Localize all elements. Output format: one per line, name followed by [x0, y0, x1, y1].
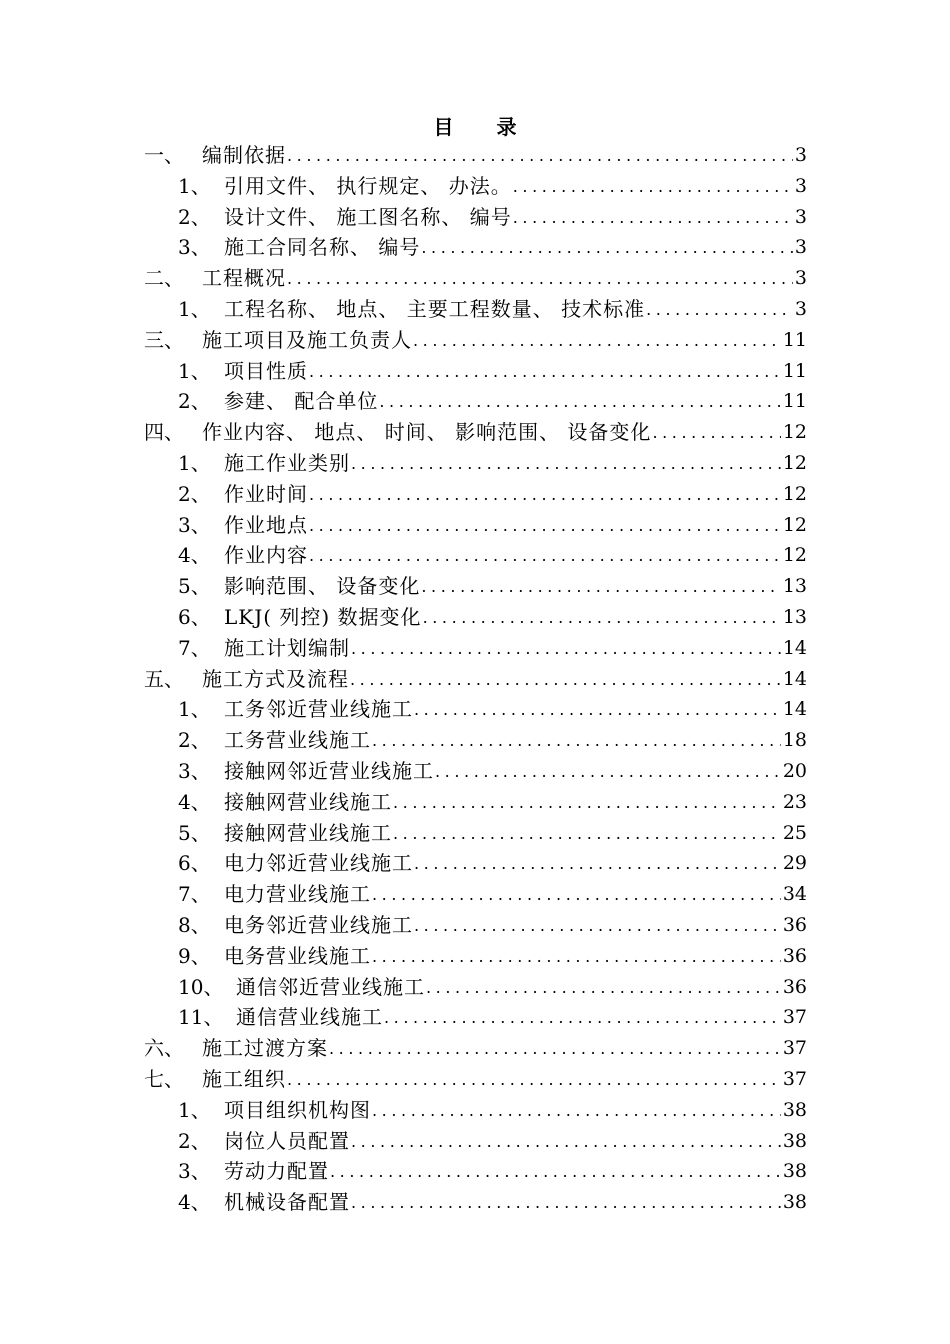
toc-dot-leader [513, 171, 793, 202]
toc-dot-leader [351, 1187, 781, 1218]
toc-page-number: 36 [782, 975, 807, 998]
toc-entry[interactable] [178, 232, 807, 263]
toc-entry-title: 引用文件、 执行规定、 办法。 [224, 173, 512, 198]
toc-dot-leader [384, 1002, 781, 1033]
toc-entry-number: 4、 [178, 1190, 211, 1215]
toc-entry-title: 通信邻近营业线施工 [236, 974, 425, 999]
toc-page-number: 3 [794, 205, 807, 228]
toc-entry-number: 2、 [178, 1128, 211, 1153]
toc-dot-leader [309, 510, 781, 541]
toc-entry-title: 施工组织 [202, 1067, 286, 1091]
toc-page-number: 11 [782, 390, 807, 413]
toc-entry[interactable] [178, 479, 807, 510]
toc-page-number: 3 [794, 144, 807, 166]
toc-entry-number: 1、 [178, 451, 211, 475]
toc-entry[interactable] [178, 910, 807, 941]
toc-dot-leader [350, 664, 781, 695]
toc-page-number: 37 [782, 1037, 807, 1060]
toc-entry-number: 1、 [178, 1097, 211, 1122]
toc-entry-title: 电务邻近营业线施工 [224, 913, 413, 937]
toc-title: 目 录 [433, 115, 535, 139]
toc-dot-leader [309, 540, 781, 571]
toc-entry-number: 1、 [178, 697, 211, 722]
toc-page-number: 13 [782, 606, 807, 628]
toc-dot-leader [372, 879, 781, 910]
toc-entry-title: 编制依据 [202, 143, 286, 167]
toc-entry-title: 参建、 配合单位 [224, 389, 379, 414]
toc-entry-number: 2、 [178, 204, 211, 229]
toc-page-number: 36 [782, 944, 807, 967]
toc-entry-number: 4、 [178, 543, 211, 568]
toc-page-number: 37 [782, 1068, 807, 1090]
toc-page-number: 3 [794, 174, 807, 197]
toc-entry[interactable] [178, 1187, 807, 1218]
toc-entry-title: 影响范围、 设备变化 [224, 574, 421, 599]
toc-entry-title: 项目性质 [224, 358, 308, 383]
toc-entry-number: 一、 [144, 143, 184, 167]
toc-entry-title: 设计文件、 施工图名称、 编号 [224, 204, 512, 229]
toc-page-number: 12 [782, 452, 807, 474]
toc-entry[interactable] [178, 818, 807, 849]
toc-entry[interactable] [178, 386, 807, 417]
toc-entry-number: 六、 [144, 1036, 184, 1061]
toc-entry-title: 工程概况 [202, 266, 286, 291]
toc-dot-leader [287, 1064, 781, 1095]
toc-entry-number: 2、 [178, 389, 211, 414]
toc-entry-number: 2、 [178, 481, 211, 506]
toc-entry[interactable] [144, 140, 807, 171]
toc-page-number: 25 [782, 821, 807, 844]
toc-entry-title: 项目组织机构图 [224, 1097, 371, 1122]
toc-dot-leader [435, 756, 781, 787]
toc-page-number: 34 [782, 883, 807, 906]
toc-dot-leader [372, 725, 781, 756]
toc-entry[interactable] [144, 417, 807, 448]
toc-dot-leader [414, 694, 781, 725]
toc-entry-title: 电力营业线施工 [224, 882, 371, 907]
toc-entry-number: 5、 [178, 820, 211, 845]
toc-entry[interactable] [178, 356, 807, 387]
toc-page-number: 13 [782, 575, 807, 598]
toc-page-number: 14 [782, 636, 807, 659]
toc-entry[interactable] [144, 263, 807, 294]
toc-page-number: 12 [782, 482, 807, 505]
toc-entry[interactable] [144, 325, 807, 356]
toc-dot-leader [287, 140, 793, 171]
toc-entry-title: 作业时间 [224, 481, 308, 506]
toc-page-number: 3 [794, 236, 807, 259]
toc-entry-number: 3、 [178, 235, 211, 260]
toc-entry-title: 岗位人员配置 [224, 1128, 350, 1153]
toc-entry-title: 施工过渡方案 [202, 1036, 328, 1061]
toc-dot-leader [372, 1095, 781, 1126]
toc-dot-leader [379, 386, 780, 417]
toc-entry[interactable] [178, 879, 807, 910]
toc-entry-title: 施工合同名称、 编号 [224, 235, 421, 260]
toc-entry[interactable] [178, 1002, 807, 1033]
toc-entry-number: 二、 [144, 266, 184, 291]
toc-entry[interactable] [144, 1033, 807, 1064]
toc-entry[interactable] [178, 571, 807, 602]
toc-dot-leader [414, 848, 781, 879]
toc-page-number: 36 [782, 914, 807, 936]
toc-entry-number: 10、 [178, 974, 224, 999]
toc-entry-number: 3、 [178, 759, 211, 783]
toc-entry[interactable] [178, 633, 807, 664]
toc-dot-leader [287, 263, 793, 294]
toc-entry-title: 电务营业线施工 [224, 943, 371, 968]
toc-entry-number: 1、 [178, 173, 211, 198]
toc-entry-title: 施工方式及流程 [202, 666, 349, 691]
toc-dot-leader [351, 633, 781, 664]
toc-entry[interactable] [178, 787, 807, 818]
toc-dot-leader [393, 818, 781, 849]
toc-entry[interactable] [178, 171, 807, 202]
toc-entry-title: LKJ( 列控) 数据变化 [224, 605, 422, 629]
toc-page-number: 11 [782, 328, 807, 351]
toc-dot-leader [309, 479, 781, 510]
toc-entry-title: 劳动力配置 [224, 1159, 329, 1184]
toc-entry-number: 3、 [178, 512, 211, 537]
toc-entry-number: 5、 [178, 574, 211, 599]
toc-entry-title: 工程名称、 地点、 主要工程数量、 技术标准 [224, 297, 646, 321]
toc-dot-leader [652, 417, 780, 448]
toc-page-number: 20 [782, 760, 807, 782]
toc-entry[interactable] [144, 1064, 807, 1095]
toc-page-number: 3 [794, 298, 807, 320]
toc-entry-number: 7、 [178, 882, 211, 907]
toc-entry[interactable] [178, 294, 807, 325]
toc-entry-title: 接触网营业线施工 [224, 789, 392, 814]
toc-page-number: 3 [794, 267, 807, 290]
toc-entry-title: 工务邻近营业线施工 [224, 697, 413, 722]
toc-dot-leader [426, 972, 781, 1003]
toc-dot-leader [330, 1156, 781, 1187]
toc-entry-number: 四、 [144, 420, 184, 445]
toc-page-number: 38 [782, 1191, 807, 1214]
toc-entry[interactable] [178, 202, 807, 233]
toc-entry[interactable] [178, 848, 807, 879]
toc-entry-title: 作业内容 [224, 543, 308, 568]
toc-entry[interactable] [178, 1156, 807, 1187]
toc-page-number: 12 [782, 513, 807, 536]
toc-entry-number: 4、 [178, 789, 211, 814]
toc-page-number: 12 [782, 544, 807, 567]
toc-entry[interactable] [178, 448, 807, 479]
toc-page-number: 38 [782, 1098, 807, 1121]
toc-dot-leader [421, 232, 793, 263]
toc-entry-number: 2、 [178, 728, 211, 753]
toc-entry[interactable] [178, 756, 807, 787]
toc-entry-number: 1、 [178, 358, 211, 383]
toc-entry-number: 11、 [178, 1005, 224, 1030]
toc-dot-leader [513, 202, 793, 233]
toc-dot-leader [414, 910, 781, 941]
toc-entry[interactable] [178, 510, 807, 541]
toc-page-number: 38 [782, 1129, 807, 1152]
toc-dot-leader [309, 356, 781, 387]
toc-entry-title: 接触网邻近营业线施工 [224, 759, 434, 783]
toc-entry[interactable] [178, 694, 807, 725]
toc-dot-leader [421, 571, 780, 602]
toc-dot-leader [351, 448, 781, 479]
toc-page-number: 11 [782, 359, 807, 382]
toc-page-number: 12 [782, 421, 807, 444]
toc-entry[interactable] [178, 972, 807, 1003]
toc-entry-number: 6、 [178, 851, 211, 876]
toc-entry-number: 8、 [178, 913, 211, 937]
toc-dot-leader [423, 602, 781, 633]
toc-dot-leader [413, 325, 781, 356]
toc-entry-title: 电力邻近营业线施工 [224, 851, 413, 876]
toc-dot-leader [329, 1033, 781, 1064]
toc-entry-title: 作业地点 [224, 512, 308, 537]
toc-entry[interactable] [178, 725, 807, 756]
toc-entry-number: 七、 [144, 1067, 184, 1091]
toc-entry[interactable] [178, 941, 807, 972]
toc-page-number: 38 [782, 1160, 807, 1183]
toc-entry-number: 7、 [178, 635, 211, 660]
toc-entry-title: 通信营业线施工 [236, 1005, 383, 1030]
toc-entry-title: 工务营业线施工 [224, 728, 371, 753]
toc-entry-title: 机械设备配置 [224, 1190, 350, 1215]
toc-entry-number: 三、 [144, 327, 184, 352]
toc-entry-title: 施工项目及施工负责人 [202, 327, 412, 352]
toc-entry-number: 9、 [178, 943, 211, 968]
toc-page-number: 14 [782, 698, 807, 721]
toc-page-number: 37 [782, 1006, 807, 1029]
toc-entry-number: 五、 [144, 666, 184, 691]
toc-page-number: 29 [782, 852, 807, 875]
toc-entry[interactable] [144, 664, 807, 695]
toc-entry-number: 6、 [178, 605, 211, 629]
toc-dot-leader [646, 294, 793, 325]
toc-entry[interactable] [178, 1126, 807, 1157]
toc-dot-leader [351, 1126, 781, 1157]
toc-entry[interactable] [178, 1095, 807, 1126]
toc-entry[interactable] [178, 602, 807, 633]
toc-entry-title: 接触网营业线施工 [224, 820, 392, 845]
toc-page-number: 18 [782, 729, 807, 752]
toc-dot-leader [393, 787, 781, 818]
toc-entry-title: 作业内容、 地点、 时间、 影响范围、 设备变化 [202, 420, 652, 445]
toc-entry-number: 1、 [178, 297, 211, 321]
toc-entry[interactable] [178, 540, 807, 571]
toc-page-number: 23 [782, 790, 807, 813]
toc-entry-number: 3、 [178, 1159, 211, 1184]
toc-entry-title: 施工作业类别 [224, 451, 350, 475]
toc-entry-title: 施工计划编制 [224, 635, 350, 660]
toc-page-number: 14 [782, 667, 807, 690]
toc-dot-leader [372, 941, 781, 972]
